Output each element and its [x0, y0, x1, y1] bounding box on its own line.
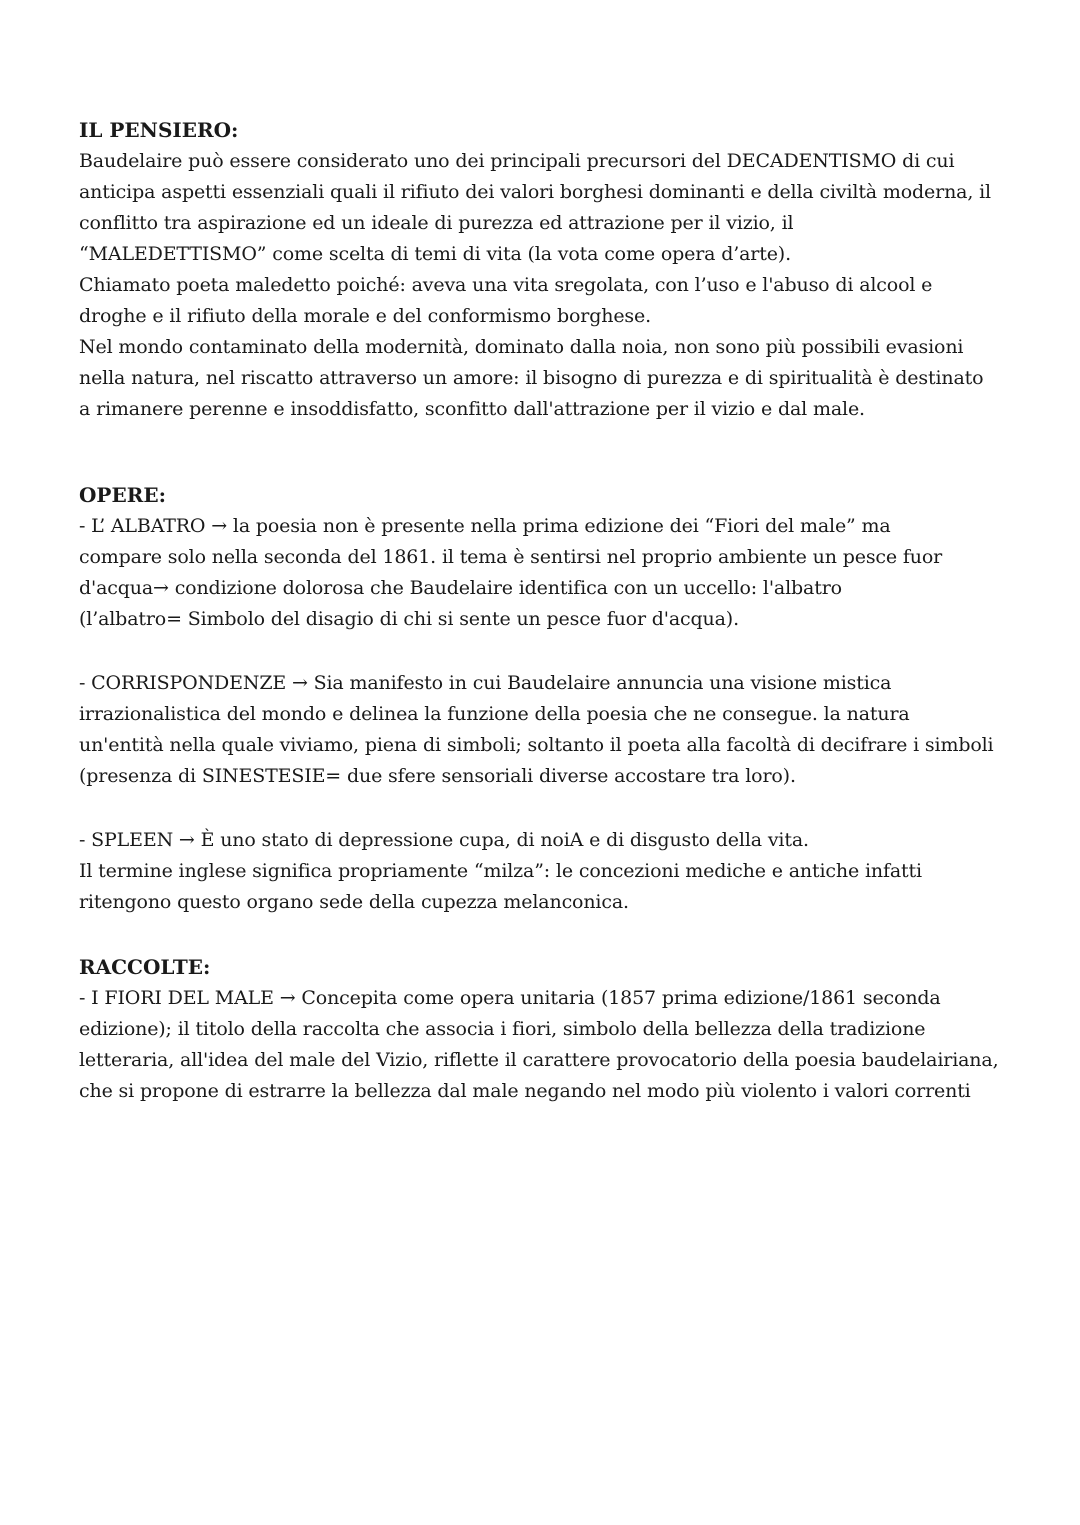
paragraph-pensiero: Baudelaire può essere considerato uno dei principali precursori del DECADENTISMO di cui anticipa aspetti essenziali quali il rifiuto dei valori borghesi dominanti e della civiltà moderna, il conflitto tra aspirazione ed un ideale di purezza ed attrazione per il vizio, il “MALEDETTISMO” come scelta di temi di vita (la vota come opera d’arte). Chiamato poeta maledetto poiché: aveva una vita sregolata, con l’uso e l'abuso di alcool e droghe e il rifiuto della morale e del conformismo borghese. Nel mondo contaminato della modernità, dominato dalla noia, non sono più possibili evasioni nella natura, nel riscatto attraverso un amore: il bisogno di purezza e di spiritualità è destinato a rimanere perenne e insoddisfatto, sconfitto dall'attrazione per il vizio e dal male.	[79, 150, 991, 420]
paragraph-corrispondenze: - CORRISPONDENZE → Sia manifesto in cui Baudelaire annuncia una visione mistica irrazionalistica del mondo e delinea la funzione della poesia che ne consegue. la natura un'entità nella quale viviamo, piena di simboli; soltanto il poeta alla facoltà di decifrare i simboli (presenza di SINESTESIE= due sfere sensoriali diverse accostare tra loro).	[79, 672, 994, 787]
spacer	[79, 792, 1019, 825]
spacer	[79, 425, 1019, 479]
spacer	[79, 635, 1019, 668]
document-page	[79, 114, 1019, 1107]
section-title-pensiero: IL PENSIERO:	[79, 118, 239, 142]
section-title-opere: OPERE:	[79, 483, 166, 507]
paragraph-fiori-del-male: - I FIORI DEL MALE → Concepita come opera unitaria (1857 prima edizione/1861 seconda edizione); il titolo della raccolta che associa i fiori, simbolo della bellezza della tradizione letteraria, all'idea del male del Vizio, riflette il carattere provocatorio della poesia baudelairiana, che si propone di estrarre la bellezza dal male negando nel modo più violento i valori correnti	[79, 987, 999, 1102]
paragraph-albatro: - L’ ALBATRO → la poesia non è presente nella prima edizione dei “Fiori del male” ma compare solo nella seconda del 1861. il tema è sentirsi nel proprio ambiente un pesce fuor d'acqua→ condizione dolorosa che Baudelaire identifica con un uccello: l'albatro (l’albatro= Simbolo del disagio di chi si sente un pesce fuor d'acqua).	[79, 515, 943, 630]
spacer	[79, 918, 1019, 951]
section-title-raccolte: RACCOLTE:	[79, 955, 211, 979]
paragraph-spleen: - SPLEEN → È uno stato di depressione cupa, di noiA e di disgusto della vita. Il termine inglese significa propriamente “milza”: le concezioni mediche e antiche infatti ritengono questo organo sede della cupezza melanconica.	[79, 829, 922, 913]
